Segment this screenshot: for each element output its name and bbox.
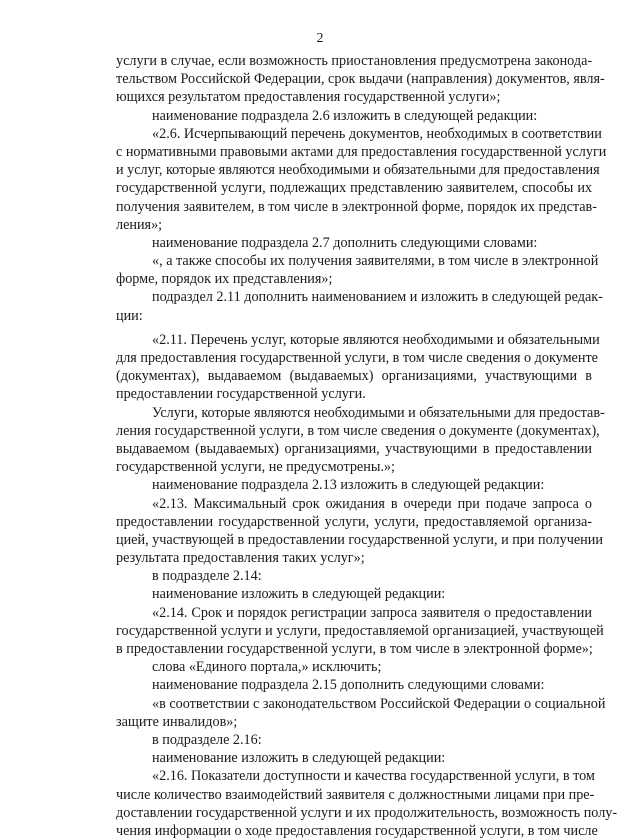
- text-line: в подразделе 2.14:: [152, 568, 262, 585]
- text-line: ления государственной услуги, в том числе сведения о документе (документах),: [116, 422, 600, 439]
- text-line: наименование подраздела 2.6 изложить в следующей редакции:: [152, 107, 538, 124]
- text-line: предоставлении государственной услуги.: [116, 386, 366, 403]
- text-line: наименование подраздела 2.15 дополнить следующими словами:: [152, 677, 545, 694]
- text-line: чения информации о ходе предоставления государственной услуги, в том числе: [116, 822, 598, 839]
- text-line: доставлении государственной услуги и их продолжительность, возможность полу-: [116, 804, 618, 821]
- text-line: подраздел 2.11 дополнить наименованием и изложить в следующей редак-: [152, 289, 603, 306]
- text-line: «, а также способы их получения заявителями, в том числе в электронной: [152, 253, 599, 270]
- text-line: государственной услуги, подлежащих представлению заявителем, способы их: [116, 180, 592, 197]
- text-line: (документах), выдаваемом (выдаваемых) организациями, участвующими в: [116, 368, 592, 385]
- text-line: защите инвалидов»;: [116, 713, 238, 730]
- text-line: наименование изложить в следующей редакции:: [152, 750, 446, 767]
- text-line: услуги в случае, если возможность приостановления предусмотрена законода-: [116, 53, 593, 69]
- text-line: ющихся результатом предоставления государственной услуги»;: [116, 89, 501, 106]
- text-line: наименование подраздела 2.13 изложить в следующей редакции:: [152, 477, 545, 494]
- text-line: наименование изложить в следующей редакции:: [152, 586, 446, 603]
- text-line: ления»;: [116, 216, 163, 233]
- text-line: «2.14. Срок и порядок регистрации запроса заявителя о предоставлении: [152, 604, 592, 621]
- document-body: [116, 52, 618, 840]
- text-line: результата предоставления таких услуг»;: [116, 550, 365, 567]
- text-line: в подразделе 2.16:: [152, 731, 262, 748]
- text-line: Услуги, которые являются необходимыми и обязательными для предостав-: [152, 404, 605, 421]
- text-line: «в соответствии с законодательством Российской Федерации о социальной: [152, 695, 606, 712]
- text-line: в предоставлении государственной услуги, в том числе в электронной форме»;: [116, 641, 593, 657]
- text-line: «2.11. Перечень услуг, которые являются необходимыми и обязательными: [152, 331, 600, 348]
- text-line: слова «Единого портала,» исключить;: [152, 659, 382, 676]
- text-line: выдаваемом (выдаваемых) организациями, участвующими в предоставлении: [116, 440, 592, 457]
- text-line: цией, участвующей в предоставлении государственной услуги, и при получении: [116, 531, 603, 548]
- page-number: 2: [316, 31, 324, 46]
- text-line: для предоставления государственной услуги, в том числе сведения о документе: [116, 350, 598, 366]
- text-line: ции:: [116, 307, 143, 324]
- text-line: и услуг, которые являются необходимыми и обязательными для предоставления: [116, 162, 600, 179]
- text-line: наименование подраздела 2.7 дополнить следующими словами:: [152, 234, 538, 251]
- text-line: форме, порядок их представления»;: [116, 271, 333, 288]
- text-line: «2.16. Показатели доступности и качества государственной услуги, в том: [152, 768, 595, 785]
- text-line: числе количество взаимодействий заявителя с должностными лицами при пре-: [116, 786, 595, 803]
- text-line: «2.13. Максимальный срок ожидания в очереди при подаче запроса о: [152, 495, 592, 512]
- text-line: предоставлении государственной услуги, услуги, предоставляемой организа-: [116, 513, 592, 530]
- text-line: «2.6. Исчерпывающий перечень документов, необходимых в соответствии: [152, 125, 602, 142]
- text-line: тельством Российской Федерации, срок выдачи (направления) документов, явля-: [116, 71, 605, 88]
- text-line: государственной услуги и услуги, предоставляемой организацией, участвующей: [116, 622, 604, 639]
- text-line: получения заявителем, в том числе в электронной форме, порядок их представ-: [116, 198, 597, 215]
- text-line: государственной услуги, не предусмотрены.»;: [116, 459, 395, 476]
- text-line: с нормативными правовыми актами для предоставления государственной услуги: [116, 143, 607, 160]
